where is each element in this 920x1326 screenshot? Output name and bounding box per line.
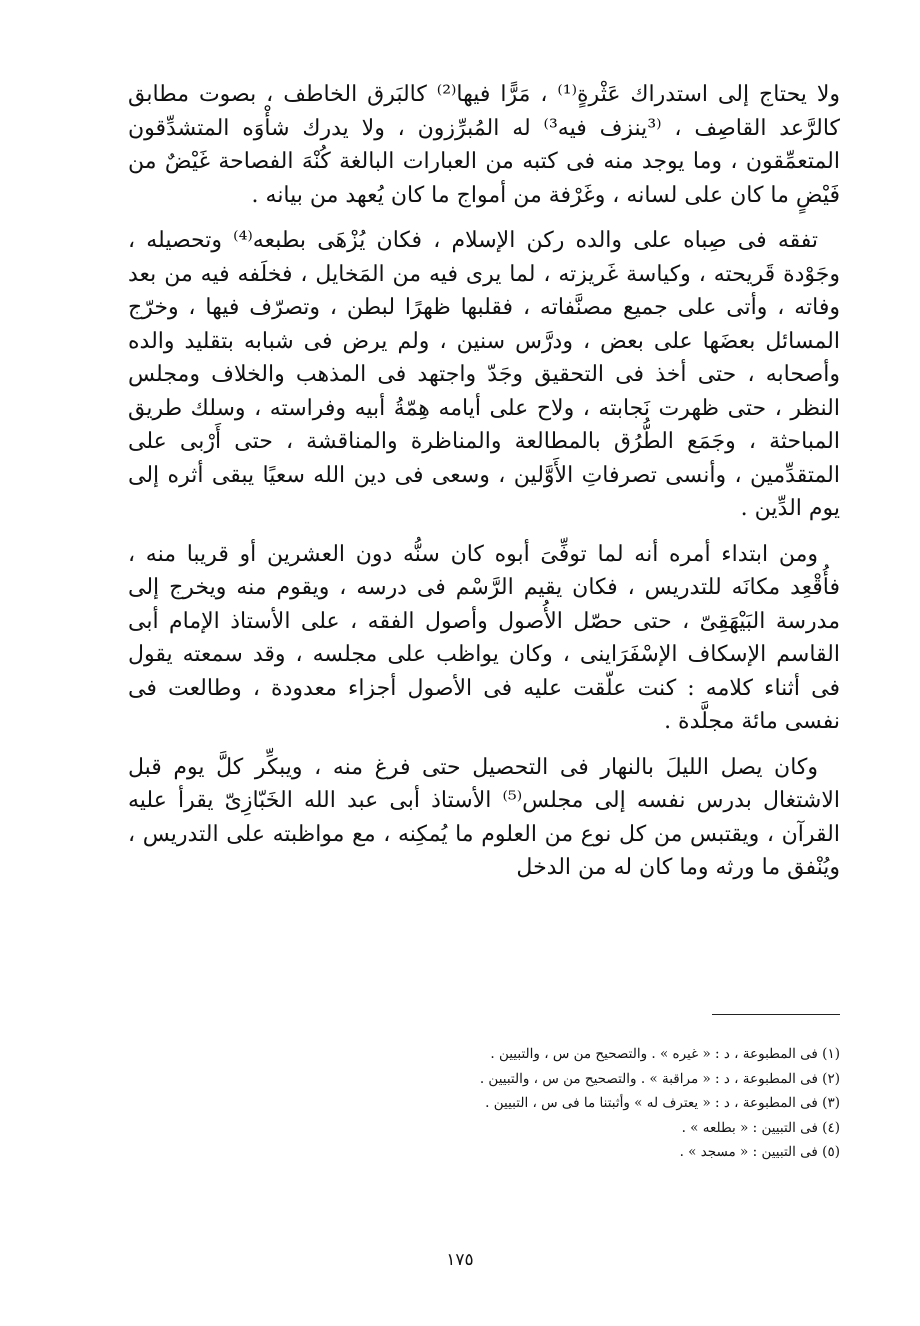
main-text	[128, 78, 840, 885]
footnote-3: (٣) فى المطبوعة ، د : « يعترف له » وأثبتنا ما فى س ، التبيين .	[485, 1095, 840, 1112]
footnote-2: (٢) فى المطبوعة ، د : « مراقبة » . والتصحيح من س ، والتبيين .	[479, 1070, 840, 1087]
paragraph-3: ومن ابتداء أمره أنه لما توفِّىَ أبوه كان سنُّه دون العشرين أو قريبا منه ، فأُقْعِد مكانَه للتدريس ، فكان يقيم الرَّسْم فى درسه ، ويقوم منه ويخرج إلى مدرسة البَيْهَقِىّ ، حتى حصّل الأُصول وأصول الفقه ، على الأستاذ الإمام أبى القاسم الإسكاف الإسْفَرَاينى ، وكان يواظب على مجلسه ، وقد سمعته يقول فى أثناء كلامه : كنت علّقت عليه فى الأصول أجزاء معدودة ، وطالعت فى نفسى مائة مجلَّدة .	[128, 541, 840, 734]
footnote-1: (١) فى المطبوعة ، د : « غيره » . والتصحيح من س ، والتبيين .	[490, 1046, 840, 1062]
paragraph-2: تفقه فى صِباه على والده ركن الإسلام ، فكان يُزْهَى بطبعه⁽⁴⁾ وتحصيله ، وجَوْدة قَريحته ، وكياسة غَريزته ، لما يرى فيه من المَخايل ، فخلَفه فيه من بعد وفاته ، وأتى على جميع مصنَّفاته ، فقلبها ظهرًا لبطن ، وتصرّف فيها ، وخرّج المسائل بعضَها على بعض ، ودرَّس سنين ، ولم يرض فى شبابه بتقليد والده وأصحابه ، حتى أخذ فى التحقيق وجَدّ واجتهد فى المذهب والخلاف ومجلس النظر ، حتى ظهرت نَجابته ، ولاح على أيامه هِمّةُ أبيه وفراسته ، وسلك طريق المباحثة ، وجَمَع الطُّرُق بالمطالعة والمناظرة والمناقشة ، حتى أَرْبى على المتقدِّمين ، وأنسى تصرفاتِ الأَوَّلين ، وسعى فى دين الله سعيًا يبقى أثره إلى يوم الدِّين .	[128, 228, 840, 521]
footnote-separator	[712, 1014, 840, 1015]
paragraph-1: ولا يحتاج إلى استدراك عَثْرةٍ⁽¹⁾ ، مَرًّا فيها⁽²⁾ كالبَرق الخاطف ، بصوت مطابق كالرَّعد القاصِف ، ⁽³ينزف فيه³⁾ له المُبرِّزون ، ولا يدرك شأْوَه المتشدِّقون المتعمِّقون ، وما يوجد منه فى كتبه من العبارات البالغة كُنْهَ الفصاحة غَيْضٌ من فَيْضٍ ما كان على لسانه ، وغَرْفة من أمواج ما كان يُعهد من بيانه .	[128, 82, 840, 208]
footnotes	[128, 1042, 840, 1165]
paragraph-4: وكان يصل الليلَ بالنهار فى التحصيل حتى فرغ منه ، ويبكِّر كلَّ يوم قبل الاشتغال بدرس نفسه إلى مجلس⁽⁵⁾ الأستاذ أبى عبد الله الخَبّازِىّ يقرأ عليه القرآن ، ويقتبس من كل نوع من العلوم ما يُمكِنه ، مع مواظبته على التدريس ، ويُنْفق ما ورثه وما كان له من الدخل	[128, 754, 840, 880]
footnote-5: (٥) فى التبيين : « مسجد » .	[679, 1144, 840, 1161]
page-number: ١٧٥	[446, 1250, 474, 1270]
footnote-4: (٤) فى التبيين : « بطلعه » .	[681, 1119, 840, 1136]
